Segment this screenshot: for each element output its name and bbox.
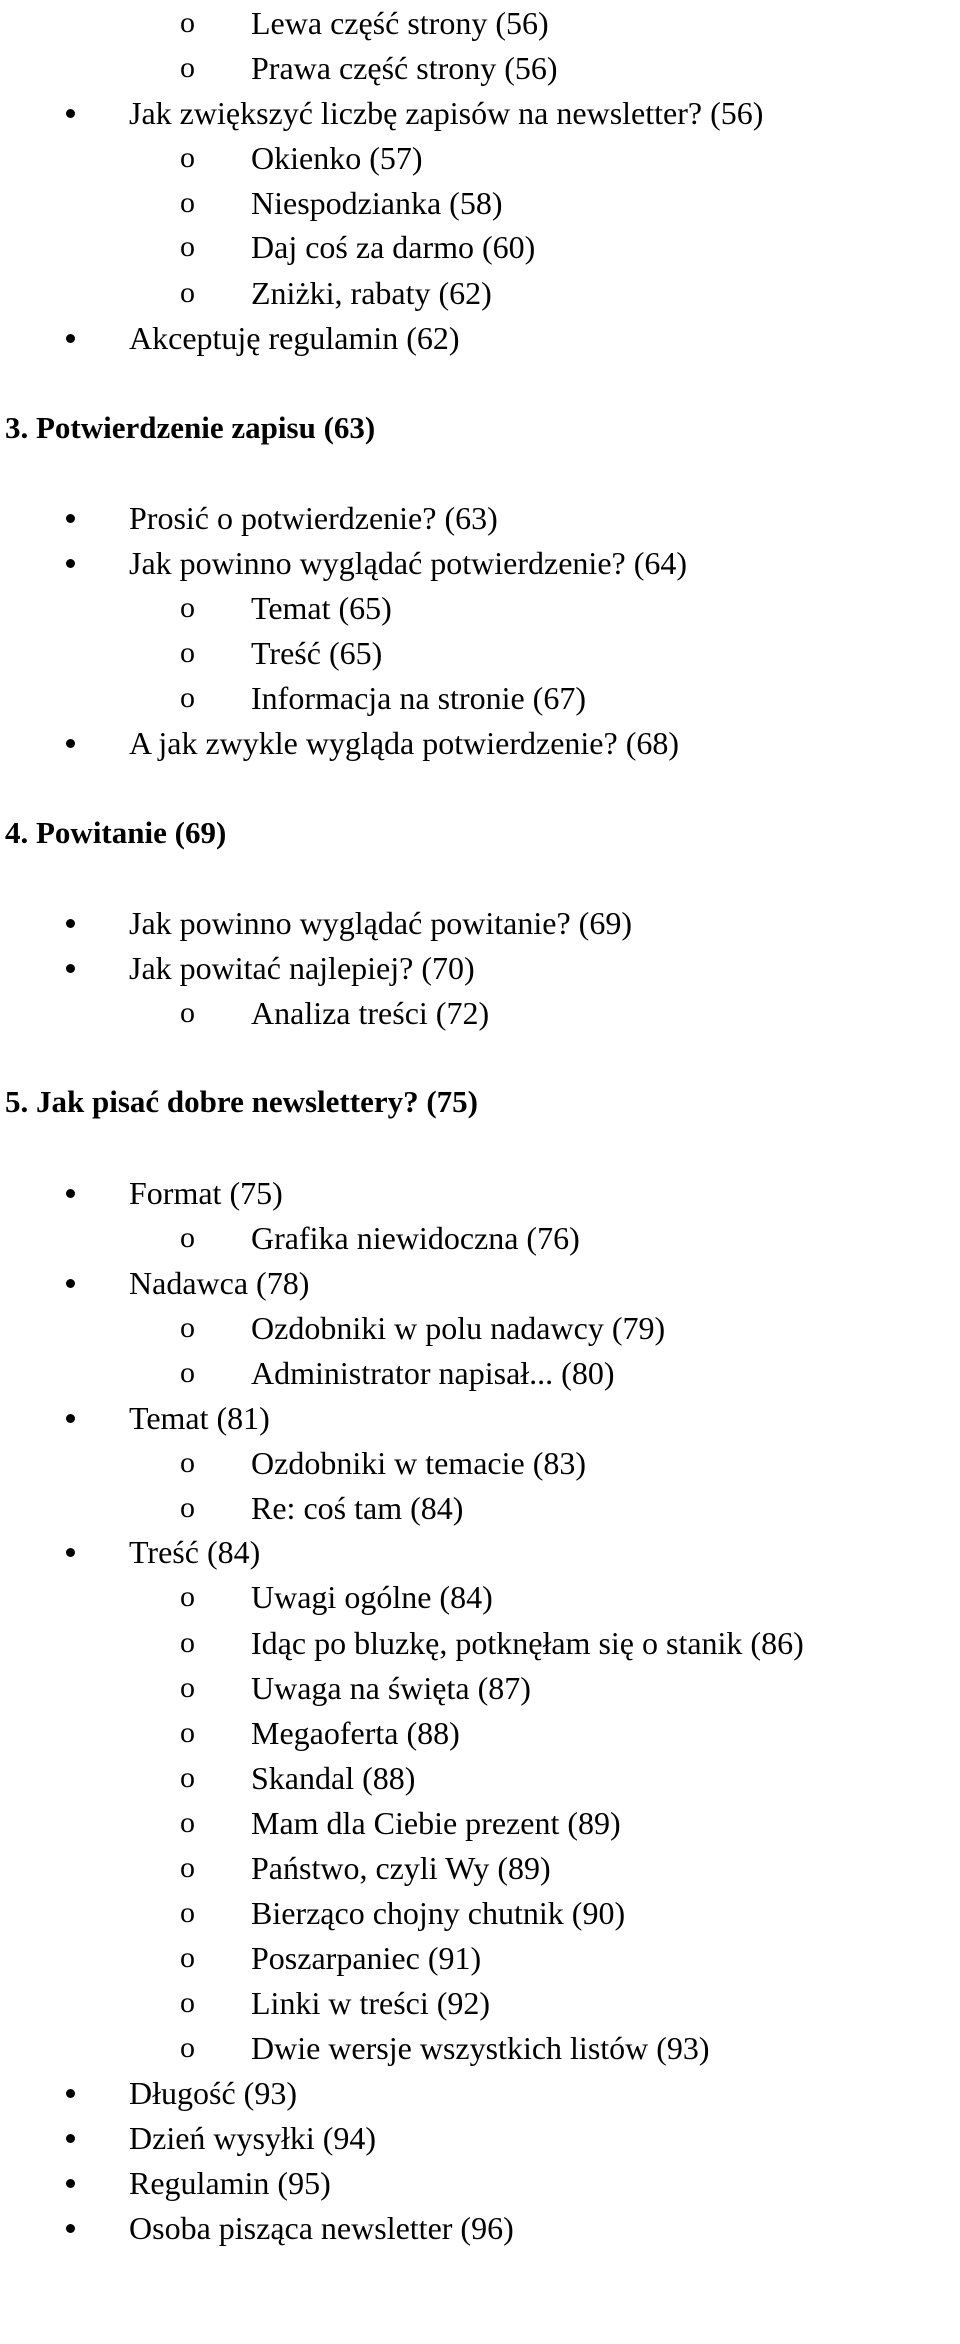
toc-entry-text: Akceptuję regulamin (62) [129,320,460,356]
sub-bullet-marker: o [180,1671,195,1704]
toc-entry-text: Format (75) [129,1175,283,1211]
sub-bullet-marker: o [180,996,195,1029]
toc-entry-text: Dwie wersje wszystkich listów (93) [251,2030,710,2066]
sub-bullet-marker: o [180,1941,195,1974]
toc-entry-text: Prawa część strony (56) [251,50,558,86]
sub-bullet-marker: o [180,1986,195,2019]
toc-entry-text: Re: coś tam (84) [251,1490,464,1526]
sub-bullet-marker: o [180,2031,195,2064]
toc-entry-text: Uwaga na święta (87) [251,1670,531,1706]
toc-entry-text: Niespodzianka (58) [251,185,503,221]
sub-bullet-marker: o [180,276,195,309]
toc-entry-text: Jak powinno wyglądać powitanie? (69) [129,905,632,941]
toc-entry-text: Temat (81) [129,1400,270,1436]
toc-entry-text: Linki w treści (92) [251,1985,491,2021]
toc-entry-text: Mam dla Ciebie prezent (89) [251,1805,621,1841]
toc-entry-text: 4. Powitanie (69) [5,815,227,850]
sub-bullet-marker: o [180,51,195,84]
toc-entry-text: Jak powitać najlepiej? (70) [129,950,475,986]
sub-bullet-marker: o [180,681,195,714]
toc-entry-text: Ozdobniki w temacie (83) [251,1445,586,1481]
sub-bullet-marker: o [180,6,195,39]
toc-entry-text: Treść (84) [129,1534,261,1570]
toc-entry-text: Bierząco chojny chutnik (90) [251,1895,626,1931]
toc-entry-text: Państwo, czyli Wy (89) [251,1850,551,1886]
toc-entry-text: Dzień wysyłki (94) [129,2120,377,2156]
toc-entry-text: Okienko (57) [251,140,423,176]
sub-bullet-marker: o [180,1311,195,1344]
toc-entry-text: Jak zwiększyć liczbę zapisów na newsletter? (56) [129,95,764,131]
sub-bullet-marker: o [180,1580,195,1613]
sub-bullet-marker: o [180,1221,195,1254]
sub-bullet-marker: o [180,1446,195,1479]
toc-entry-text: Prosić o potwierdzenie? (63) [129,500,498,536]
toc-entry-text: Idąc po bluzkę, potknęłam się o stanik (86) [251,1625,804,1661]
toc-entry-text: Administrator napisał... (80) [251,1355,615,1391]
toc-entry-text: Poszarpaniec (91) [251,1940,482,1976]
sub-bullet-marker: o [180,636,195,669]
toc-entry-text: Informacja na stronie (67) [251,680,586,716]
toc-entry-text: Jak powinno wyglądać potwierdzenie? (64) [129,545,688,581]
sub-bullet-marker: o [180,1851,195,1884]
sub-bullet-marker: o [180,1491,195,1524]
toc-entry-text: Nadawca (78) [129,1265,310,1301]
toc-entry-text: Lewa część strony (56) [251,5,549,41]
sub-bullet-marker: o [180,1716,195,1749]
toc-entry-text: Megaoferta (88) [251,1715,460,1751]
toc-entry-text: Temat (65) [251,590,392,626]
toc-entry-text: 3. Potwierdzenie zapisu (63) [5,410,376,445]
toc-entry-text: 5. Jak pisać dobre newslettery? (75) [5,1084,478,1119]
toc-entry-text: Analiza treści (72) [251,995,490,1031]
toc-entry-text: Ozdobniki w polu nadawcy (79) [251,1310,666,1346]
toc-entry-text: Grafika niewidoczna (76) [251,1220,580,1256]
sub-bullet-marker: o [180,141,195,174]
toc-entry-text: Osoba pisząca newsletter (96) [129,2210,514,2246]
sub-bullet-marker: o [180,1761,195,1794]
toc-entry-text: Uwagi ogólne (84) [251,1579,493,1615]
sub-bullet-marker: o [180,1356,195,1389]
toc-entry-text: Daj coś za darmo (60) [251,229,536,265]
sub-bullet-marker: o [180,1806,195,1839]
toc-entry-text: Regulamin (95) [129,2165,331,2201]
toc-entry-text: Długość (93) [129,2075,297,2111]
sub-bullet-marker: o [180,1896,195,1929]
sub-bullet-marker: o [180,186,195,219]
toc-entry-text: Treść (65) [251,635,383,671]
sub-bullet-marker: o [180,1626,195,1659]
toc-entry-text: Zniżki, rabaty (62) [251,275,492,311]
toc-entry-text: Skandal (88) [251,1760,416,1796]
sub-bullet-marker: o [180,591,195,624]
toc-entry-text: A jak zwykle wygląda potwierdzenie? (68) [129,725,680,761]
sub-bullet-marker: o [180,230,195,263]
